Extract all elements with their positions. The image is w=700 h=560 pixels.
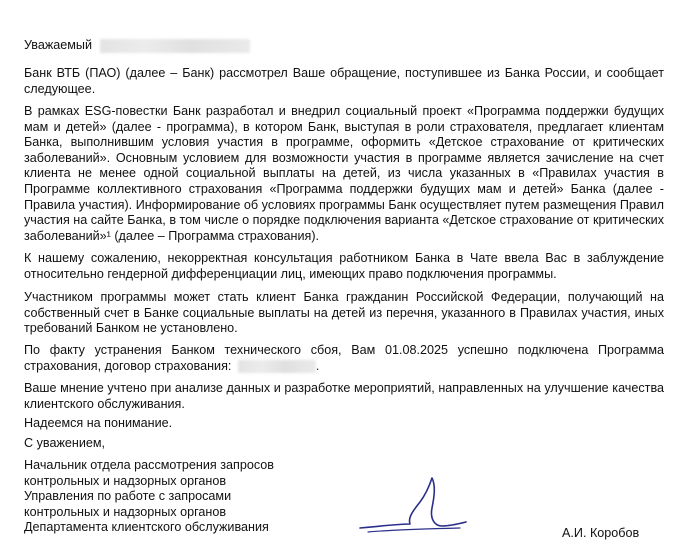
paragraph-5 (24, 343, 664, 374)
signatory-title-line: Начальник отдела рассмотрения запросов (24, 458, 274, 472)
paragraph-4: Участником программы может стать клиент Банка гражданин Российской Федерации, получающий на собственный счет в Банке социальные выплаты на детей из перечня, указанного в Правилах участия, иных требований Банком не установлено. (24, 290, 664, 336)
signatory-title-line: Департамента клиентского обслуживания (24, 520, 269, 535)
paragraph-5-tail: . (315, 358, 320, 373)
closing-regards: С уважением, (24, 436, 106, 450)
signatory-title (24, 458, 324, 536)
paragraph-1: Банк ВТБ (ПАО) (далее – Банк) рассмотрел Ваше обращение, поступившее из Банка России, и сообщает следующее. (24, 66, 664, 96)
paragraph-2: В рамках ESG-повестки Банк разработал и внедрил социальный проект «Программа поддержки будущих мам и детей» (далее - программа), в котором Банк, выступая в роли страхователя, предлагает клиентам Банка, выполнившим условия участия в программе, оформить «Детское страхование от критических заболеваний». Основным условием для возможности участия в программе является зачисление на счет клиента не менее одной социальной выплаты на детей, из числа указанных в «Правилах участия в Программе коллективного страхования «Программа поддержки будущих мам и детей» Банка (далее - Правила участия). Информирование об условиях программы Банк осуществляет путем размещения Правил участия на сайте Банка, в том числе о порядке подключения варианта «Детское страхование от критических заболеваний»¹ (далее – Программа страхования). (24, 104, 664, 243)
redacted-recipient-name (100, 39, 250, 53)
signatory-title-line: контрольных и надзорных органов (24, 504, 227, 519)
greeting: Уважаемый (24, 38, 93, 52)
signatory-name: А.И. Коробов (562, 526, 640, 540)
signatory-title-line: контрольных и надзорных органов (24, 473, 227, 488)
handwritten-signature (350, 472, 470, 540)
paragraph-3: К нашему сожалению, некорректная консультация работником Банка в Чате ввела Вас в заблуждение относительно гендерной дифференциации лиц, имеющих право подключения программы. (24, 251, 664, 281)
greeting-line (24, 38, 664, 54)
paragraph-5-text: По факту устранения Банком технического сбоя, Вам 01.08.2025 успешно подключена Программа страхования, договор страхования: (24, 343, 664, 373)
paragraph-6: Ваше мнение учтено при анализе данных и разработке мероприятий, направленных на улучшение качества клиентского обслуживания. (24, 381, 664, 411)
closing-hope: Надеемся на понимание. (24, 416, 173, 430)
signatory-title-line: Управления по работе с запросами (24, 489, 232, 504)
redacted-contract-number (238, 360, 316, 373)
